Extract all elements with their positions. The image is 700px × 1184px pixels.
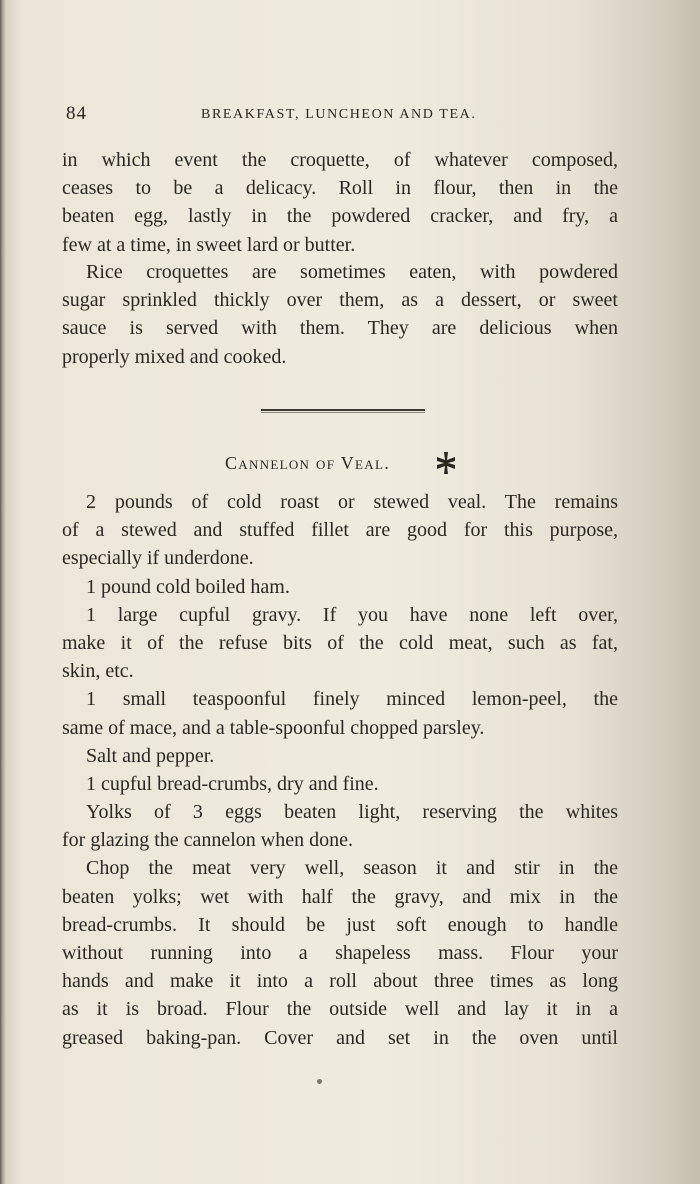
instruction-line: Chop the meat very well, season it and stir in the xyxy=(86,857,618,880)
cross-pattee-icon xyxy=(434,451,458,475)
text-line: properly mixed and cooked. xyxy=(62,345,287,368)
ingredient-line: Salt and pepper. xyxy=(86,744,215,767)
instruction-line: without running into a shapeless mass. Flour your xyxy=(62,942,618,964)
continuation-paragraph xyxy=(62,146,618,259)
text-line: in which event the croquette, of whatever composed, xyxy=(62,149,618,171)
text-line: beaten egg, lastly in the powdered cracker, and fry, a xyxy=(62,205,618,228)
running-head: BREAKFAST, LUNCHEON AND TEA. xyxy=(201,107,477,122)
ingredient-line: Yolks of 3 eggs beaten light, reserving the whites xyxy=(86,801,618,824)
section-divider xyxy=(261,409,425,411)
ink-speck xyxy=(317,1079,322,1084)
text-line: sugar sprinkled thickly over them, as a dessert, or sweet xyxy=(62,289,618,312)
ingredient-line: 2 pounds of cold roast or stewed veal. The remains xyxy=(86,491,618,513)
instruction-line: beaten yolks; wet with half the gravy, and mix in the xyxy=(62,885,618,908)
text-line: sauce is served with them. They are delicious when xyxy=(62,317,618,340)
recipe-body xyxy=(62,488,618,1052)
text-line: few at a time, in sweet lard or butter. xyxy=(62,233,356,256)
rice-croquettes-paragraph xyxy=(62,258,618,371)
ingredient-line: 1 small teaspoonful finely minced lemon-peel, the xyxy=(86,688,618,711)
ingredient-line: for glazing the cannelon when done. xyxy=(62,829,354,852)
ingredient-line: 1 large cupful gravy. If you have none left over, xyxy=(86,603,618,626)
ingredient-line: of a stewed and stuffed fillet are good for this purpose, xyxy=(62,519,618,542)
instruction-line: greased baking-pan. Cover and set in the oven until xyxy=(62,1026,618,1049)
ingredient-line: skin, etc. xyxy=(62,660,134,683)
ingredient-line: 1 cupful bread-crumbs, dry and fine. xyxy=(86,772,379,795)
instruction-line: bread-crumbs. It should be just soft enough to handle xyxy=(62,913,618,936)
ingredient-line: especially if underdone. xyxy=(62,547,254,570)
ingredient-line: same of mace, and a table-spoonful chopped parsley. xyxy=(62,716,485,739)
ingredient-line: 1 pound cold boiled ham. xyxy=(86,575,290,598)
ingredient-line: make it of the refuse bits of the cold meat, such as fat, xyxy=(62,631,618,654)
page-header xyxy=(66,103,526,127)
text-line: Rice croquettes are sometimes eaten, with powdered xyxy=(86,261,618,283)
recipe-title: Cannelon of Veal. xyxy=(225,453,390,473)
instruction-line: hands and make it into a roll about three times as long xyxy=(62,970,618,993)
page-number: 84 xyxy=(66,103,87,124)
instruction-line: as it is broad. Flour the outside well and lay it in a xyxy=(62,998,618,1021)
text-line: ceases to be a delicacy. Roll in flour, then in the xyxy=(62,177,618,200)
